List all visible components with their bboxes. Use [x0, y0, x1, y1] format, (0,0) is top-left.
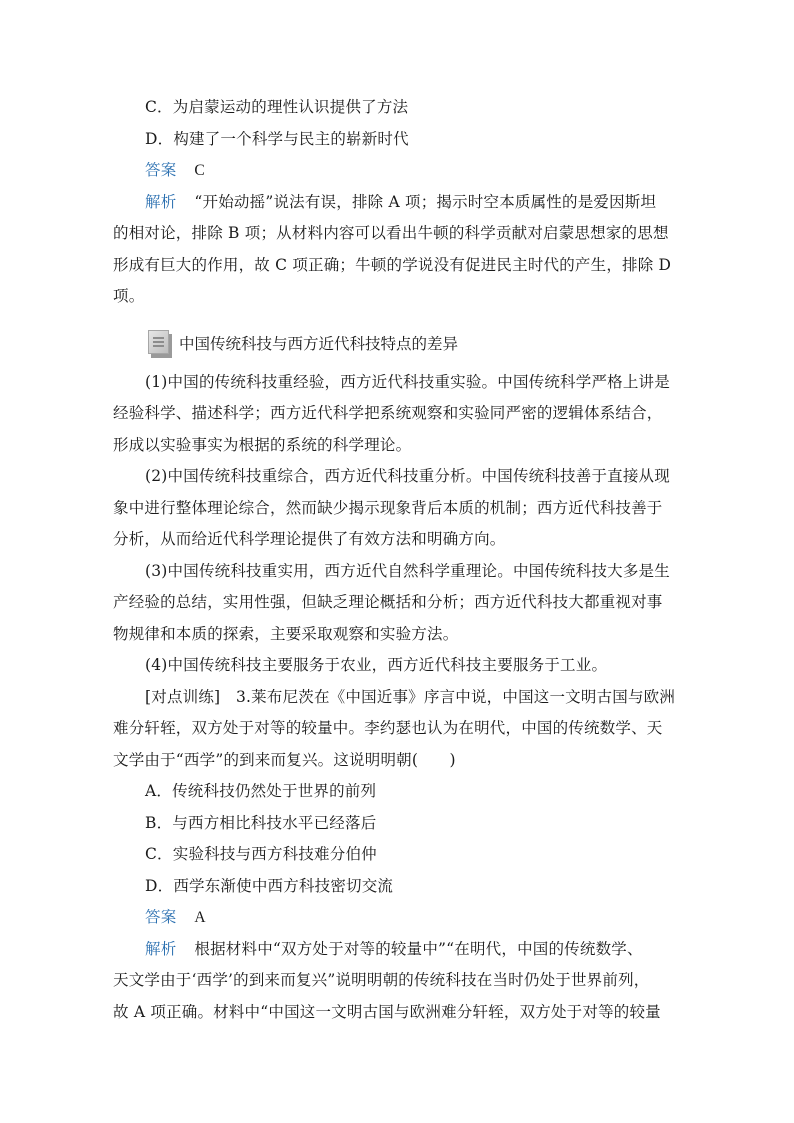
q3-answer — [113, 902, 683, 934]
answer-value: C — [194, 162, 205, 179]
answer-label: 答案 — [145, 161, 177, 179]
point-line: 产经验的总结，实用性强，但缺乏理论概括和分析；西方近代科技大都重视对事 — [113, 593, 663, 611]
analysis-line — [113, 187, 683, 219]
analysis-text: 根据材料中“双方处于对等的较量中”“在明代，中国的传统数学、 — [194, 939, 643, 958]
analysis-line: 故 A 项正确。材料中“中国这一文明古国与欧洲难分轩轾，双方处于对等的较量 — [113, 1002, 661, 1021]
analysis-text: “开始动摇”说法有误，排除 A 项；揭示时空本质属性的是爱因斯坦 — [194, 192, 657, 211]
point-line: 象中进行整体理论综合，然而缺少揭示现象背后本质的机制；西方近代科技善于 — [113, 498, 663, 517]
analysis-line: 形成有巨大的作用，故 C 项正确；牛顿的学说没有促进民主时代的产生，排除 D — [113, 255, 672, 274]
q3-option-b: B．与西方相比科技水平已经落后 — [145, 813, 377, 832]
q3-options — [113, 776, 683, 902]
point-line: (2)中国传统科技重综合，西方近代科技重分析。中国传统科技善于直接从现 — [145, 467, 670, 485]
analysis-line: 天文学由于‘西学’的到来而复兴”说明明朝的传统科技在当时仍处于世界前列， — [113, 971, 650, 989]
point-line: 经验科学、描述科学；西方近代科学把系统观察和实验同严密的逻辑体系结合， — [113, 404, 663, 422]
point-line: 物规律和本质的探索，主要采取观察和实验方法。 — [113, 624, 459, 643]
section-point-3 — [113, 556, 683, 651]
q1-option-d: D．构建了一个科学与民主的崭新时代 — [145, 129, 409, 148]
stem-line: 难分轩轾，双方处于对等的较量中。李约瑟也认为在明代，中国的传统数学、天 — [113, 719, 663, 737]
q3-analysis — [113, 934, 683, 1029]
q3-option-c: C．实验科技与西方科技难分伯仲 — [145, 845, 377, 863]
analysis-line: 的相对论，排除 B 项；从材料内容可以看出牛顿的科学贡献对启蒙思想家的思想 — [113, 224, 669, 242]
q1-option-c: C．为启蒙运动的理性认识提供了方法 — [145, 98, 409, 116]
analysis-line: 项。 — [113, 287, 145, 305]
q3-option-d: D．西学东渐使中西方科技密切交流 — [145, 876, 394, 895]
point-line: 形成以实验事实为根据的系统的科学理论。 — [113, 435, 412, 454]
section-title: 中国传统科技与西方近代科技特点的差异 — [179, 334, 459, 353]
q3-stem — [113, 682, 683, 777]
section-header — [113, 323, 683, 365]
section-point-4 — [113, 650, 683, 682]
list-document-icon — [148, 330, 173, 358]
q1-answer — [113, 155, 683, 187]
q3-option-a: A．传统科技仍然处于世界的前列 — [145, 782, 377, 800]
analysis-line — [113, 934, 683, 966]
answer-value: A — [194, 909, 206, 926]
point-line: 分析，从而给近代科学理论提供了有效方法和明确方向。 — [113, 530, 506, 548]
q1-analysis — [113, 187, 683, 313]
point-line: (1)中国的传统科技重经验，西方近代科技重实验。中国传统科学严格上讲是 — [145, 372, 670, 391]
stem-line: 文学由于“西学”的到来而复兴。这说明明朝( ) — [113, 750, 456, 769]
analysis-label: 解析 — [145, 939, 177, 958]
point-line: (4)中国传统科技主要服务于农业，西方近代科技主要服务于工业。 — [145, 656, 608, 674]
section-point-1 — [113, 367, 683, 462]
section-point-2 — [113, 461, 683, 556]
stem-line: [对点训练] 3.莱布尼茨在《中国近事》序言中说，中国这一文明古国与欧洲 — [145, 687, 676, 706]
point-line: (3)中国传统科技重实用，西方近代自然科学重理论。中国传统科技大多是生 — [145, 561, 670, 580]
analysis-label: 解析 — [145, 192, 177, 211]
answer-label: 答案 — [145, 908, 177, 926]
page-content — [113, 92, 683, 1028]
